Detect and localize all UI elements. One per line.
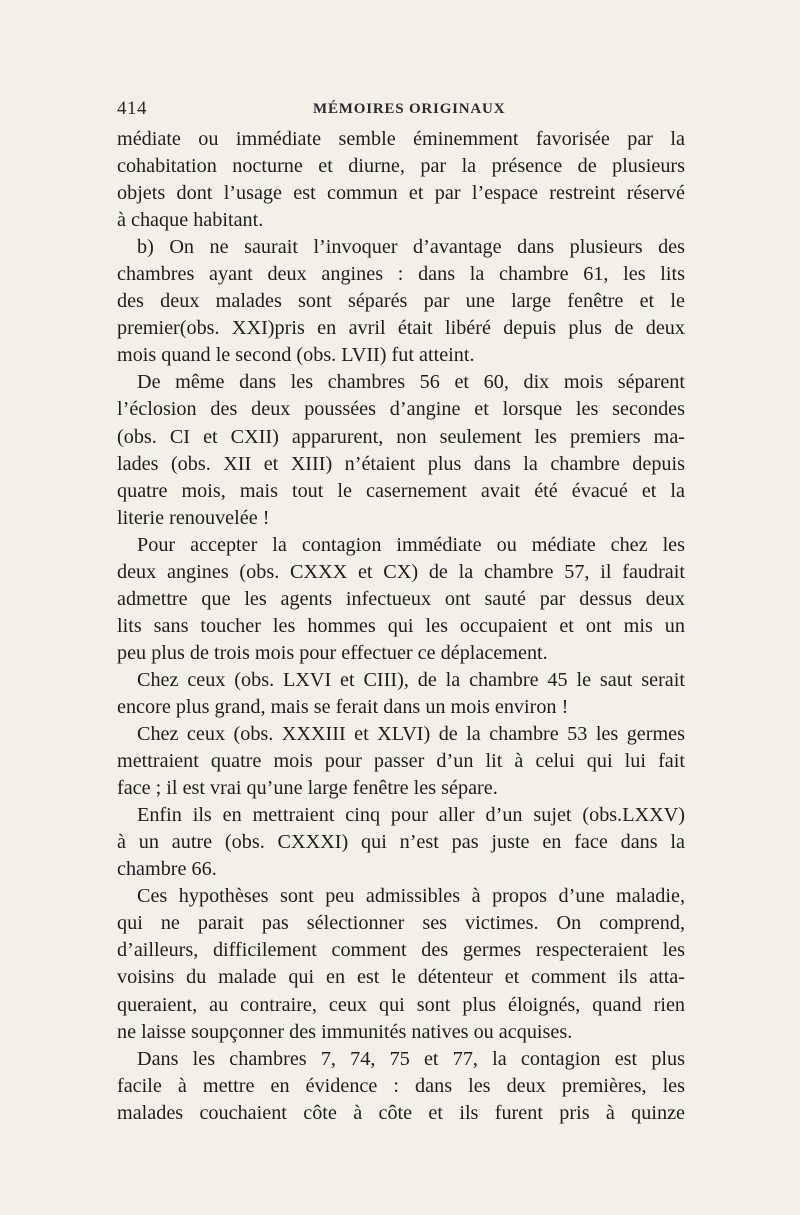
text-line: à chaque habitant. (117, 209, 264, 232)
text-line: lits sans toucher les hommes qui les occupaient et ont mis un (117, 614, 685, 637)
text-line: à un autre (obs. CXXXI) qui n’est pas juste en face dans la (117, 831, 685, 854)
text-line: encore plus grand, mais se ferait dans un mois environ ! (117, 695, 569, 718)
text-line: Pour accepter la contagion immédiate ou médiate chez les (137, 533, 685, 556)
text-line: objets dont l’usage est commun et par l’espace restreint réservé (117, 182, 685, 205)
text-line: b) On ne saurait l’invoquer d’avantage dans plusieurs des (137, 236, 685, 259)
text-line: qui ne parait pas sélectionner ses victimes. On comprend, (117, 912, 685, 935)
text-line: Ces hypothèses sont peu admissibles à propos d’une maladie, (137, 885, 685, 908)
text-line: Chez ceux (obs. LXVI et CIII), de la chambre 45 le saut serait (137, 668, 685, 691)
text-line: d’ailleurs, difficilement comment des germes respecteraient les (117, 939, 685, 962)
text-line: quatre mois, mais tout le casernement avait été évacué et la (117, 479, 685, 502)
body-text (117, 126, 685, 1127)
page-number: 414 (117, 98, 147, 119)
text-line: voisins du malade qui en est le détenteur et comment ils atta- (117, 966, 685, 989)
text-line: Enfin ils en mettraient cinq pour aller d’un sujet (obs.LXXV) (137, 804, 685, 827)
running-head (117, 98, 685, 122)
text-line: mois quand le second (obs. LVII) fut atteint. (117, 344, 475, 367)
text-line: malades couchaient côte à côte et ils furent pris à quinze (117, 1101, 685, 1124)
text-line: admettre que les agents infectueux ont sauté par dessus deux (117, 587, 685, 610)
text-line: l’éclosion des deux poussées d’angine et lorsque les secondes (117, 398, 685, 421)
text-line: (obs. CI et CXII) apparurent, non seulement les premiers ma- (117, 425, 685, 448)
text-line: deux angines (obs. CXXX et CX) de la chambre 57, il faudrait (117, 560, 685, 583)
text-line: face ; il est vrai qu’une large fenêtre les sépare. (117, 777, 498, 800)
text-line: ne laisse soupçonner des immunités natives ou acquises. (117, 1020, 573, 1043)
text-line: chambres ayant deux angines : dans la chambre 61, les lits (117, 263, 685, 286)
text-line: premier(obs. XXI)pris en avril était libéré depuis plus de deux (117, 317, 685, 340)
text-line: cohabitation nocturne et diurne, par la présence de plusieurs (117, 155, 685, 178)
section-title: MÉMOIRES ORIGINAUX (313, 101, 506, 117)
text-line: peu plus de trois mois pour effectuer ce déplacement. (117, 641, 548, 664)
text-line: facile à mettre en évidence : dans les deux premières, les (117, 1074, 685, 1097)
text-line: Chez ceux (obs. XXXIII et XLVI) de la chambre 53 les germes (137, 723, 685, 746)
text-line: des deux malades sont séparés par une large fenêtre et le (117, 290, 685, 313)
text-line: mettraient quatre mois pour passer d’un lit à celui qui lui fait (117, 750, 685, 773)
text-line: queraient, au contraire, ceux qui sont plus éloignés, quand rien (117, 993, 685, 1016)
text-line: médiate ou immédiate semble éminemment favorisée par la (117, 128, 685, 150)
text-line: chambre 66. (117, 858, 217, 881)
text-line: De même dans les chambres 56 et 60, dix mois séparent (137, 371, 685, 394)
text-line: lades (obs. XII et XIII) n’étaient plus dans la chambre depuis (117, 452, 685, 475)
text-line: literie renouvelée ! (117, 506, 270, 529)
text-line: Dans les chambres 7, 74, 75 et 77, la contagion est plus (137, 1047, 685, 1070)
